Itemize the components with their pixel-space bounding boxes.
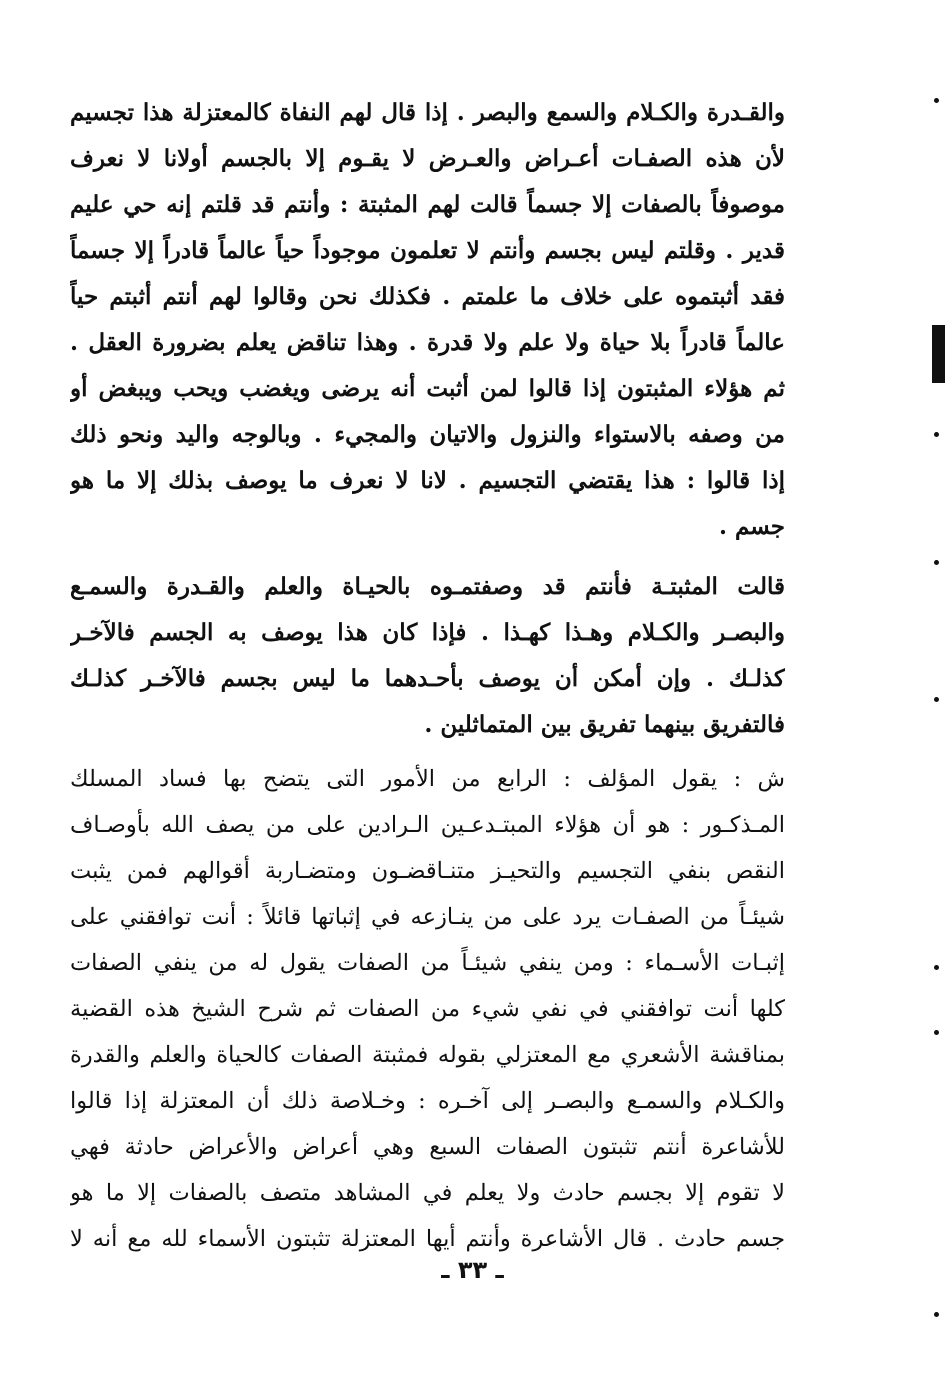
scan-edge-dot: [934, 560, 939, 565]
p2-line-2: والبصـر والكـلام وهـذا كهـذا . فإذا كان هذا يوصف به الجسم فالآخـر: [70, 619, 785, 646]
paragraph-gap: [70, 748, 785, 756]
p1-line-6: عالماً قادراً بلا حياة ولا علم ولا قدرة . وهذا تناقض يعلم بضرورة العقل .: [70, 329, 785, 356]
p1-line-7: ثم هؤلاء المثبتون إذا قالوا لمن أثبت أنه يرضى ويغضب ويحب ويبغض أو: [70, 375, 785, 402]
scan-edge-dot: [934, 432, 939, 437]
p1-line-8: من وصفه بالاستواء والنزول والاتيان والمجيء . وبالوجه واليد ونحو ذلك: [70, 421, 785, 448]
paragraph-gap: [70, 550, 785, 564]
page-number: ـ ٣٣ ـ: [441, 1256, 504, 1284]
paragraph-3: [70, 756, 785, 1262]
p3-line-5: إثبـات الأسـماء : ومن ينفي شيئـاً من الصفات يقول له من ينفي الصفات: [70, 950, 785, 976]
p3-line-7: بمناقشة الأشعري مع المعتزلي بقوله فمثبتة الصفات كالحياة والعلم والقدرة: [70, 1042, 785, 1068]
scan-edge-dot: [934, 98, 939, 103]
p1-line-4: قدير . وقلتم ليس بجسم وأنتم لا تعلمون موجوداً حياً عالماً قادراً إلا جسماً: [70, 237, 785, 264]
p3-line-10: لا تقوم إلا بجسم حادث ولا يعلم في المشاهد متصف بالصفات إلا ما هو: [70, 1180, 785, 1206]
page-body: [70, 90, 785, 1290]
p1-line-10: جسم .: [718, 513, 785, 540]
p3-line-6: كلها أنت توافقني في نفي شيء من الصفات ثم شرح الشيخ هذه القضية: [70, 996, 785, 1022]
paragraph-1: [70, 90, 785, 550]
p1-line-2: لأن هذه الصفـات أعـراض والعـرض لا يقـوم إلا بالجسم أولانا لا نعرف: [70, 145, 785, 172]
p1-line-5: فقد أثبتموه على خلاف ما علمتم . فكذلك نحن وقالوا لهم أنتم أثبتم حياً: [70, 283, 785, 310]
p1-line-3: موصوفاً بالصفات إلا جسماً قالت لهم المثبتة : وأنتم قد قلتم إنه حي عليم: [70, 191, 785, 218]
p3-line-3: النقص بنفي التجسيم والتحيـز متنـاقضـون ومتضـاربة أقوالهم فمن يثبت: [70, 858, 785, 884]
p3-line-9: للأشاعرة أنتم تثبتون الصفات السبع وهي أعراض والأعراض حادثة فهي: [70, 1134, 785, 1160]
p2-line-3: كذلـك . وإن أمكن أن يوصف بأحـدهما ما ليس بجسم فالآخـر كذلـك: [70, 665, 785, 692]
p3-line-1: ش : يقول المؤلف : الرابع من الأمور التى يتضح بها فساد المسلك: [70, 766, 785, 792]
scan-edge-mark: [932, 325, 945, 383]
p2-line-4: فالتفريق بينهما تفريق بين المتماثلين .: [424, 711, 785, 738]
p3-line-2: المـذكـور : هو أن هؤلاء المبتـدعـين الـرادين على من يصف الله بأوصـاف: [70, 812, 785, 838]
p1-line-9: إذا قالوا : هذا يقتضي التجسيم . لانا لا نعرف ما يوصف بذلك إلا ما هو: [70, 467, 785, 494]
p3-line-4: شيئـاً من الصفـات يرد على من ينـازعه في إثباتها قائلاً : أنت توافقني على: [70, 904, 785, 930]
p3-line-11: جسم حادث . قال الأشاعرة وأنتم أيها المعتزلة تثبتون الأسماء لله مع أنه لا: [70, 1226, 785, 1252]
p3-line-8: والكـلام والسمـع والبصـر إلى آخـره : وخـلاصة ذلك أن المعتزلة إذا قالوا: [70, 1088, 785, 1114]
paragraph-2: [70, 564, 785, 748]
p1-line-1: والقـدرة والكـلام والسمع والبصر . إذا قال لهم النفاة كالمعتزلة هذا تجسيم: [70, 99, 785, 126]
scan-edge-dot: [934, 1030, 939, 1035]
scan-edge-dot: [934, 697, 939, 702]
p2-line-1: قالت المثبتـة فأنتم قد وصفتمـوه بالحيـاة والعلم والقـدرة والسمـع: [70, 573, 785, 600]
scan-edge-dot: [934, 965, 939, 970]
scan-edge-dot: [934, 1312, 939, 1317]
